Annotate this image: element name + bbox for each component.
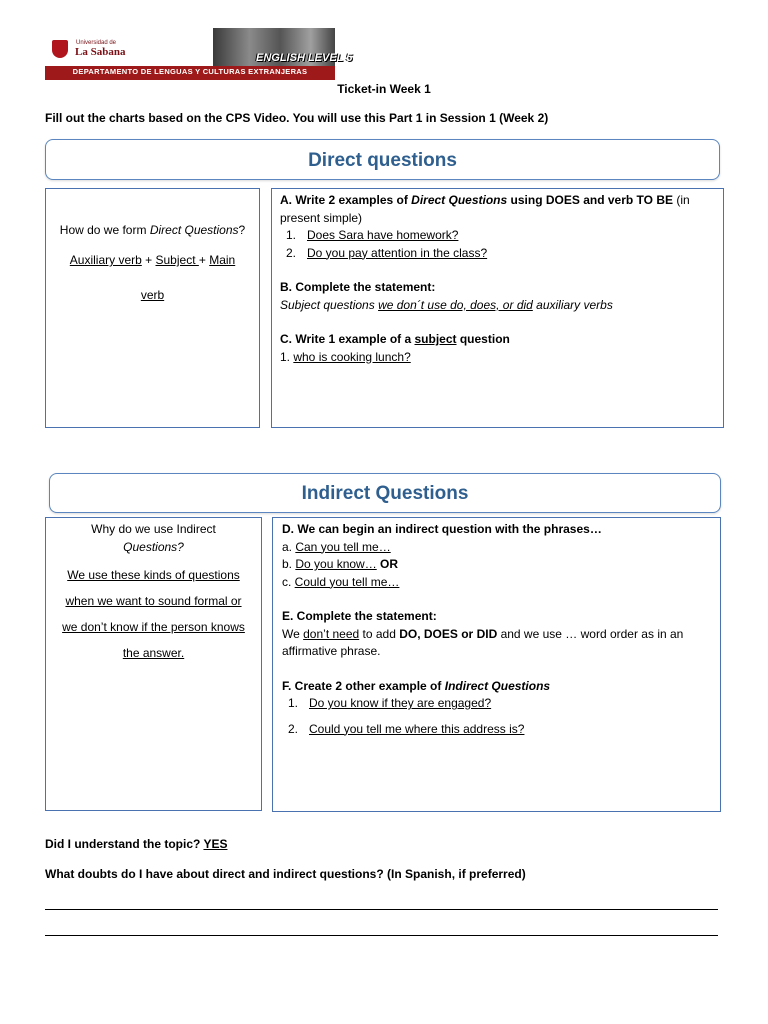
formula-subject: Subject: [155, 253, 199, 267]
section-f-item: 2. Could you tell me where this address is?: [288, 721, 525, 736]
section-b-statement: [280, 297, 720, 315]
section-a-em: Direct Questions: [411, 193, 508, 207]
section-a-answer-2: Do you pay attention in the class?: [307, 245, 488, 260]
f-prefix: F. Create 2 other example of: [282, 678, 445, 693]
section-b-prefix: Subject questions: [280, 297, 379, 312]
indirect-questions-header: Indirect Questions: [49, 473, 721, 513]
direct-questions-header: Direct questions: [45, 139, 720, 180]
section-b-answer: we don´t use do, does, or did: [378, 297, 533, 312]
section-c-prompt: [280, 331, 720, 349]
direct-right-content: [280, 192, 720, 366]
section-a-item: 2. Do you pay attention in the class?: [286, 245, 488, 260]
phrase-answer: Could you tell me…: [294, 574, 400, 589]
section-f-answer-1: Do you know if they are engaged?: [309, 696, 492, 710]
section-d-label: D. We can begin an indirect question with the phrases…: [282, 522, 602, 536]
formula-auxiliary: Auxiliary verb: [69, 253, 142, 267]
item-prefix: c.: [282, 574, 295, 589]
direct-formula-verb: [45, 287, 260, 305]
section-a-paren: (in present simple): [280, 193, 690, 225]
direct-form-question-suffix: ?: [238, 223, 246, 237]
indirect-left-content: [45, 521, 262, 666]
section-b-suffix: auxiliary verbs: [532, 297, 613, 312]
section-f-prompt: [282, 678, 718, 696]
e-prefix: We: [282, 626, 304, 641]
answer-line: we don’t know if the person knows: [62, 620, 245, 634]
item-prefix: a.: [282, 539, 296, 554]
item-suffix: OR: [376, 557, 399, 571]
section-c-prefix: C. Write 1 example of a: [280, 332, 415, 346]
doubts-label: What doubts do I have about direct and indirect questions? (In Spanish, if preferred): [45, 867, 526, 881]
university-name: La Sabana: [75, 46, 126, 58]
section-c-suffix: question: [456, 332, 510, 346]
section-f-item: 1. Do you know if they are engaged?: [288, 696, 492, 710]
department-name: DEPARTAMENTO DE LENGUAS Y CULTURAS EXTRANJERAS: [72, 67, 308, 76]
university-logo-area: [45, 28, 213, 66]
section-c-answer: who is cooking lunch?: [293, 349, 411, 364]
phrase-answer: Do you know…: [295, 557, 377, 571]
formula-plus: +: [141, 253, 156, 267]
e-bold: DO, DOES or DID: [399, 626, 498, 641]
understand-label: Did I understand the topic?: [45, 837, 204, 851]
answer-line: the answer.: [122, 646, 185, 660]
section-c-number: 1.: [280, 349, 294, 364]
answer-line: when we want to sound formal or: [65, 594, 242, 608]
direct-form-question-prefix: How do we form: [59, 223, 150, 237]
formula-main: Main: [209, 253, 236, 267]
section-a-answer-1: Does Sara have homework?: [307, 228, 459, 242]
section-a-suffix: using DOES and verb TO BE: [507, 193, 673, 207]
e-answer: don’t need: [303, 626, 360, 641]
page-title: Ticket-in Week 1: [337, 82, 431, 96]
e-middle: to add: [359, 626, 400, 641]
section-a-prefix: A. Write 2 examples of: [280, 193, 412, 207]
doubts-question: [45, 866, 526, 884]
section-d-item: [282, 556, 718, 574]
section-c-underlined: subject: [414, 332, 457, 346]
understand-question: [45, 836, 227, 854]
answer-blank-line[interactable]: [45, 935, 718, 936]
e-suffix: and we use … word order as in an affirmative phrase.: [282, 626, 684, 658]
indirect-why-question-em: Questions?: [123, 539, 184, 554]
answer-line: We use these kinds of questions: [67, 568, 240, 582]
direct-form-question: [45, 222, 260, 240]
direct-formula: [45, 252, 260, 270]
direct-form-question-em: Direct Questions: [149, 223, 239, 237]
instructions: Fill out the charts based on the CPS Video. You will use this Part 1 in Session 1 (Week 2): [45, 111, 549, 125]
section-c-answer-line: [280, 349, 720, 367]
indirect-right-content: [282, 521, 718, 738]
section-a-prompt: [280, 192, 720, 227]
item-prefix: b.: [282, 557, 296, 571]
section-e-label: E. Complete the statement:: [282, 609, 437, 623]
formula-plus: +: [198, 253, 210, 267]
course-level-label: ENGLISH LEVEL 5: [256, 52, 353, 64]
indirect-why-answer: [45, 562, 262, 666]
section-a-item: 1. Does Sara have homework?: [286, 228, 459, 242]
section-d-item: [282, 574, 718, 592]
answer-blank-line[interactable]: [45, 909, 718, 910]
section-b-label: B. Complete the statement:: [280, 280, 436, 294]
f-em: Indirect Questions: [444, 678, 551, 693]
understand-answer: YES: [203, 837, 228, 851]
indirect-why-question: Why do we use Indirect: [91, 522, 216, 536]
section-f-answer-2: Could you tell me where this address is?: [309, 721, 525, 736]
phrase-answer: Can you tell me…: [295, 539, 391, 554]
university-crest-icon: [52, 40, 68, 58]
section-e-statement: [282, 626, 718, 661]
formula-verb: verb: [140, 288, 165, 302]
university-small-label: Universidad de: [76, 40, 117, 46]
section-d-item: [282, 539, 718, 557]
